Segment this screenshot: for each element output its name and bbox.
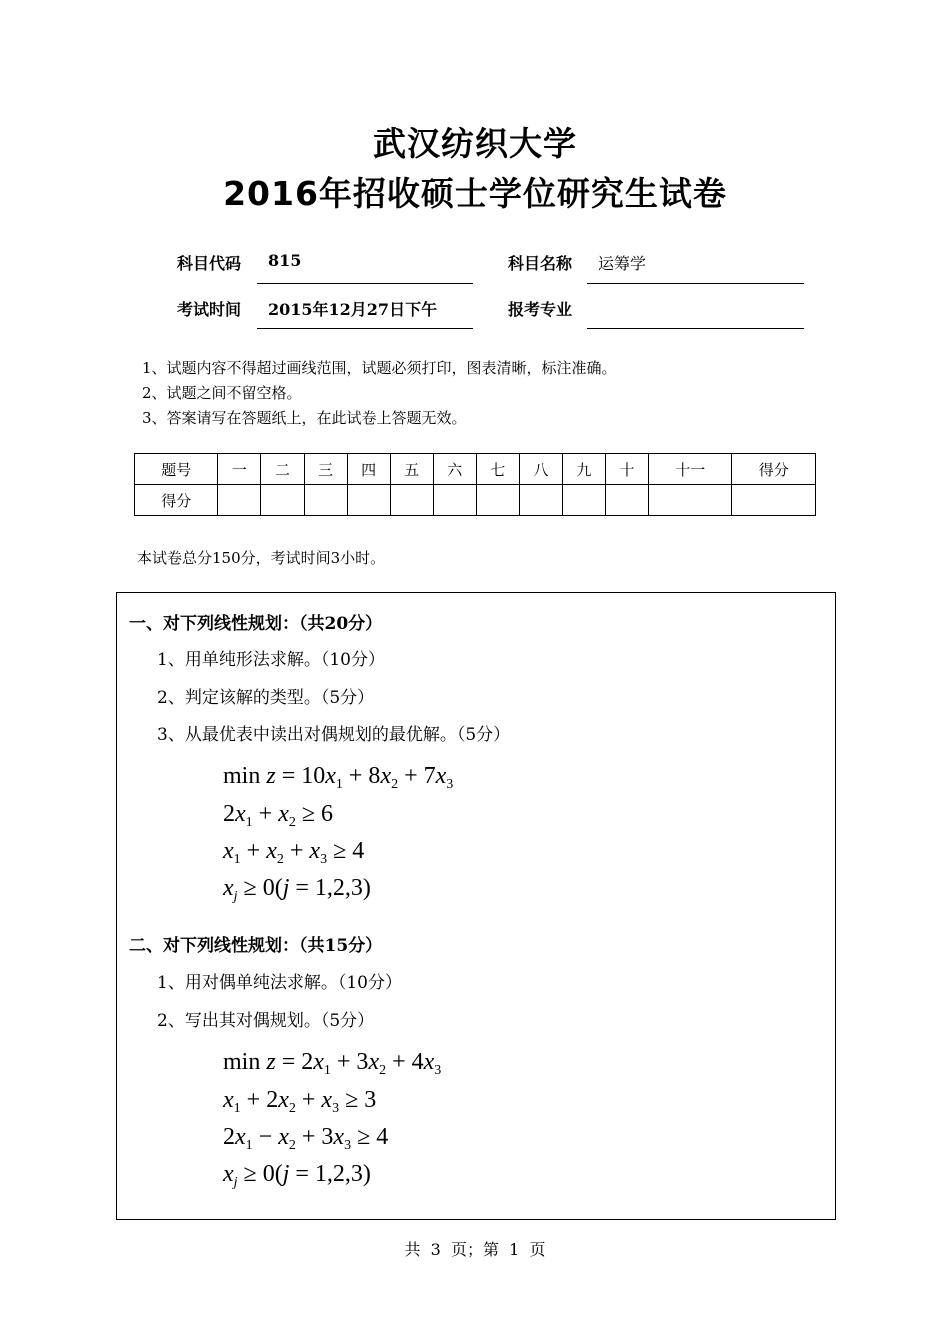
subject-name-label: 科目名称	[508, 254, 573, 273]
score-cell	[519, 485, 562, 516]
question-box	[116, 592, 836, 1220]
total-note: 本试卷总分150分，考试时间3小时。	[137, 549, 386, 567]
column-header: 六	[433, 454, 476, 485]
score-cell	[261, 485, 304, 516]
q2-item-1: 1、用对偶单纯法求解。（10分）	[157, 973, 402, 993]
subject-code-label: 科目代码	[177, 254, 242, 273]
score-cell	[476, 485, 519, 516]
total-score-header: 得分	[732, 454, 816, 485]
column-header: 二	[261, 454, 304, 485]
subject-name-underline	[587, 283, 804, 284]
exam-time-underline	[257, 328, 473, 329]
q2-heading: 二、对下列线性规划：（共15分）	[129, 936, 383, 956]
score-cell	[390, 485, 433, 516]
subject-code-value: 815	[268, 251, 302, 270]
score-cell	[218, 485, 261, 516]
score-cell	[605, 485, 648, 516]
q1-objective: $\min z = 10x_1 + 8x_2 + 7x_3$	[223, 763, 454, 792]
page-footer: 共 3 页；第 1 页	[404, 1240, 546, 1259]
score-cell	[562, 485, 605, 516]
major-label: 报考专业	[508, 300, 573, 319]
score-cell	[347, 485, 390, 516]
score-cell	[649, 485, 732, 516]
note-1: 1、试题内容不得超过画线范围，试题必须打印，图表清晰，标注准确。	[142, 359, 617, 377]
exam-time-value: 2015年12月27日下午	[268, 300, 438, 319]
subject-code-underline	[257, 283, 473, 284]
column-header: 十一	[649, 454, 732, 485]
column-header: 五	[390, 454, 433, 485]
note-3: 3、答案请写在答题纸上，在此试卷上答题无效。	[142, 409, 467, 427]
major-underline	[587, 328, 804, 329]
q1-heading: 一、对下列线性规划：（共20分）	[129, 614, 383, 634]
score-cell	[732, 485, 816, 516]
q2-constraint-1: $x_1 + 2x_2 + x_3 \ge 3$	[223, 1087, 377, 1116]
column-header: 九	[562, 454, 605, 485]
q2-objective: $\min z = 2x_1 + 3x_2 + 4x_3$	[223, 1049, 442, 1078]
q2-constraint-2: $2x_1 - x_2 + 3x_3 \ge 4$	[223, 1124, 389, 1153]
q1-nonnegativity: $x_j \ge 0(j = 1,2,3)$	[223, 875, 371, 904]
q1-constraint-2: $x_1 + x_2 + x_3 \ge 4$	[223, 838, 365, 867]
q1-item-2: 2、判定该解的类型。（5分）	[157, 688, 375, 708]
q2-item-2: 2、写出其对偶规划。（5分）	[157, 1011, 375, 1031]
question-number-label: 题号	[135, 454, 218, 485]
note-2: 2、试题之间不留空格。	[142, 384, 302, 402]
q1-item-3: 3、从最优表中读出对偶规划的最优解。（5分）	[157, 725, 511, 745]
subject-name-value: 运筹学	[598, 254, 647, 273]
q2-nonnegativity: $x_j \ge 0(j = 1,2,3)$	[223, 1161, 371, 1190]
column-header: 四	[347, 454, 390, 485]
exam-title: 2016年招收硕士学位研究生试卷	[223, 174, 727, 213]
score-row-label: 得分	[135, 485, 218, 516]
column-header: 十	[605, 454, 648, 485]
score-table-header-row	[135, 454, 816, 485]
column-header: 八	[519, 454, 562, 485]
score-cell	[304, 485, 347, 516]
score-cell	[433, 485, 476, 516]
column-header: 三	[304, 454, 347, 485]
q1-constraint-1: $2x_1 + x_2 \ge 6$	[223, 801, 334, 830]
score-table	[134, 453, 816, 516]
column-header: 七	[476, 454, 519, 485]
column-header: 一	[218, 454, 261, 485]
q1-item-1: 1、用单纯形法求解。（10分）	[157, 650, 385, 670]
university-title: 武汉纺织大学	[373, 124, 577, 163]
exam-time-label: 考试时间	[177, 300, 242, 319]
score-table-score-row	[135, 485, 816, 516]
